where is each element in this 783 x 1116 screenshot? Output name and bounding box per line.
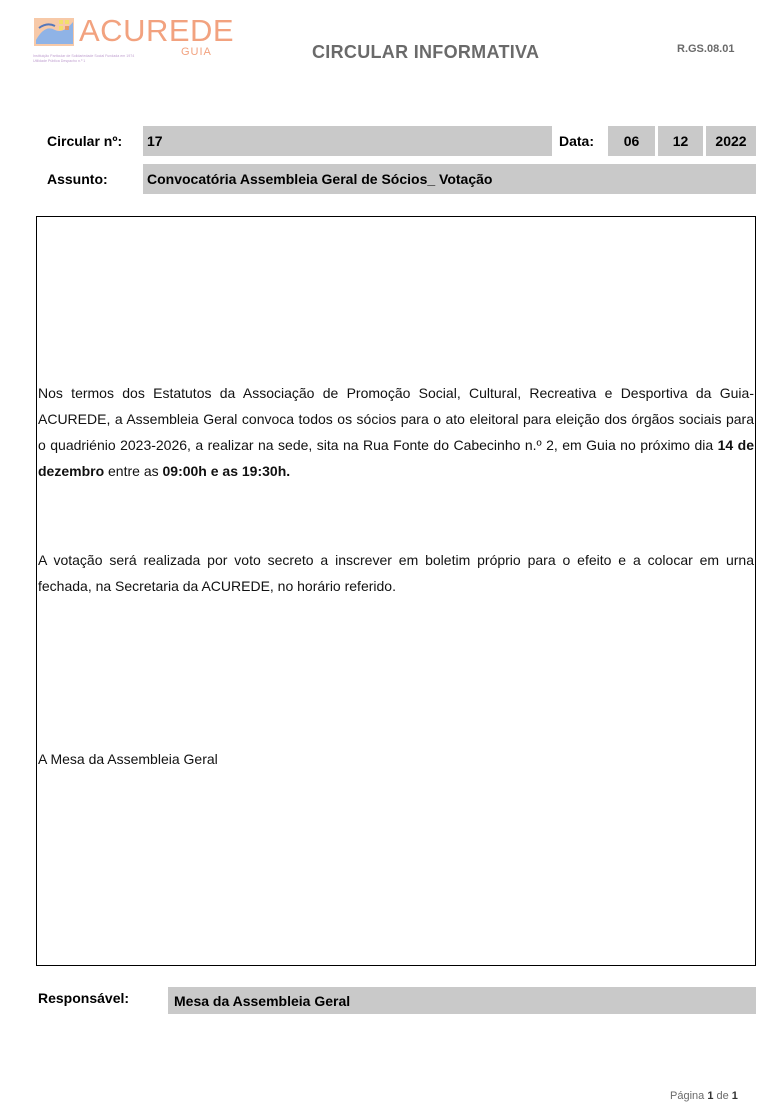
circular-number-value: 17: [143, 126, 552, 156]
circular-number-label: Circular nº:: [47, 133, 123, 149]
page-prefix: Página: [670, 1090, 708, 1102]
election-hours: 09:00h e as 19:30h.: [162, 463, 291, 479]
acurede-logo: [33, 13, 235, 64]
subject-label: Assunto:: [47, 171, 108, 187]
logo-tagline: Instituição Particular de Solidariedade Social Fundada em 1974: [33, 54, 135, 58]
responsible-label: Responsável:: [38, 990, 130, 1006]
page-total: 1: [731, 1090, 738, 1102]
convocation-text: Nos termos dos Estatutos da Associação de Promoção Social, Cultural, Recreativa e Desportiva da Guia- ACUREDE, a Assembleia Geral convoca todos os sócios para o ato eleitoral para eleição dos órgãos sociais para o quadriénio 2023-2026, a realizar na sede, sita na Rua Fonte do Cabecinho n.º 2, em Guia no próximo dia: [38, 385, 754, 453]
paragraph-voting: A votação será realizada por voto secreto a inscrever em boletim próprio para o efeito e a colocar em urna fechada, na Secretaria da ACUREDE, no horário referido.: [38, 552, 754, 594]
signature: A Mesa da Assembleia Geral: [38, 751, 218, 767]
page-current: 1: [707, 1090, 714, 1102]
date-label: Data:: [559, 133, 595, 149]
logo-emblem-icon: [33, 14, 77, 50]
subject-value: Convocatória Assembleia Geral de Sócios_ Votação: [143, 164, 756, 194]
date-day: 06: [608, 126, 655, 156]
logo-sub: GUIA: [181, 46, 212, 58]
logo-tagline-2: Utilidade Pública Despacho n.º 1: [33, 59, 86, 63]
subject-row: [0, 164, 783, 194]
date-year: 2022: [706, 126, 756, 156]
election-date: 14 de dezembro: [38, 437, 754, 479]
convocation-connector: entre as: [104, 463, 163, 479]
page-number: [670, 1090, 738, 1102]
circular-row: [0, 126, 783, 156]
date-month: 12: [658, 126, 703, 156]
responsible-value: Mesa da Assembleia Geral: [168, 987, 756, 1014]
document-title: CIRCULAR INFORMATIVA: [312, 42, 540, 62]
paragraph-convocation: [38, 380, 754, 484]
page-of: de: [713, 1090, 732, 1102]
document-code: R.GS.08.01: [677, 43, 735, 55]
logo-name: ACUREDE: [79, 13, 235, 48]
